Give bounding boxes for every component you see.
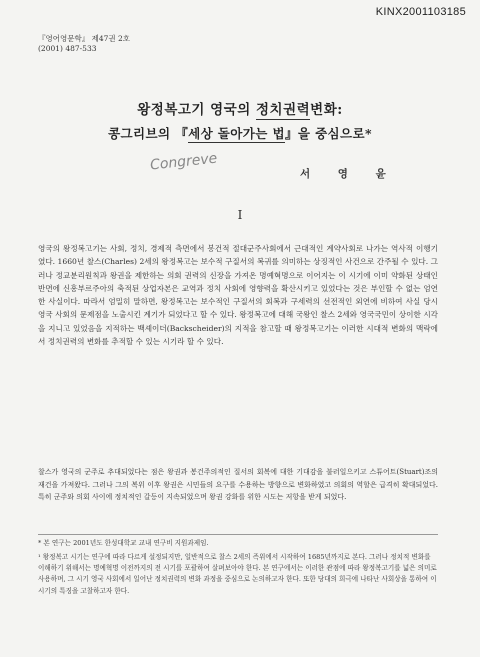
- article-title: [0, 98, 480, 142]
- title-line-2: [0, 124, 480, 142]
- section-heading: I: [237, 208, 243, 222]
- footnote-2: ¹ 왕정복고 시기는 연구에 따라 다르게 설정되지만, 일반적으로 찰스 2세의 즉위에서 시작하여 1685년까지로 본다. 그러나 정치적 변화를 이해하기 위해서는 명예혁명 이전까지의 전 시기를 포괄하여 살펴보아야 한다. 본 연구에서는 이러한 관점에 따라 왕정복고기를 넓은 의미로 사용하며, 그 시기 영국 사회에서 일어난 정치권력의 변화 과정을 중심으로 논의하고자 한다. 또한 당대의 희극에 나타난 사회상을 통하여 이 시기의 특징을 고찰하고자 한다.: [38, 553, 437, 595]
- subtitle-part: 콩그리브의 『: [108, 126, 189, 141]
- document-id: KINX2001103185: [375, 6, 466, 18]
- body-paragraph-1: 영국의 왕정복고기는 사회, 정치, 경제적 측면에서 봉건적 절대군주사회에서 근대적인 계약사회로 나가는 역사적 이행기였다. 1660년 찰스(Charles) 2세의 왕정복고는 보수적 구질서의 복귀를 의미하는 상징적인 사건으로 간주될 수 있다. 그러나 정교분리원칙과 왕권을 제한하는 의회 권력의 신장을 가져온 명예혁명으로 이어지는 이 시기에 이미 약화된 상태인 반면에 신흥부르주아의 축적된 상업자본은 교역과 정치 사회에 영향력을 확산시키고 있었다는 것은 부인할 수 없는 엄연한 사실이다. 따라서 엄밀히 말하면, 왕정복고는 보수적인 구질서의 회복과 구세력의 선전적인 외연에 비하여 사실 당시 영국 사회의 문제점을 노출시킨 계기가 되었다고 할 수 있다. 왕정복고에 대해 국왕인 찰스 2세와 영국국민이 상이한 시각을 지니고 있었음을 지적하는 백셰이더(Backscheider)의 지적을 참고할 때 왕정복고기는 이러한 시대적 변화의 맥락에서 정치권력의 변화를 추적할 수 있는 시기라 할 수 있다.: [38, 244, 438, 347]
- footnote-divider: [38, 534, 438, 535]
- subtitle-underlined: 세상 돌아가는 법: [188, 126, 285, 141]
- title-part: 변화:: [310, 102, 343, 118]
- body-paragraph-2: 찰스가 영국의 군주로 추대되었다는 점은 왕권과 봉건주의적인 질서의 회복에 대한 기대감을 불러일으키고 스튜어트(Stuart)조의 재건을 가져왔다. 그러나 그의 복위 이후 왕권은 시민들의 요구를 수용하는 방향으로 변화하였고 의회의 역할은 급격히 확대되었다. 특히 군주와 의회 사이에 정치적인 갈등이 지속되었으며 왕권 강화를 위한 시도는 저항을 받게 되었다.: [38, 468, 438, 502]
- journal-pages: (2001) 487-533: [38, 44, 97, 53]
- journal-volume: 『영어영문학』 제47권 2호: [38, 34, 131, 43]
- subtitle-part: 』을 중심으로*: [284, 126, 372, 141]
- footnote-1: * 본 연구는 2001년도 한성대학교 교내 연구비 지원과제임.: [38, 539, 209, 547]
- title-part: 왕정복고기 영국의: [137, 102, 251, 118]
- title-line-1: [0, 98, 480, 118]
- author-name: 서 영 윤: [300, 168, 398, 180]
- handwritten-note: Congreve: [149, 150, 219, 174]
- journal-citation: [38, 34, 130, 54]
- title-underlined: 정치권력: [255, 102, 311, 118]
